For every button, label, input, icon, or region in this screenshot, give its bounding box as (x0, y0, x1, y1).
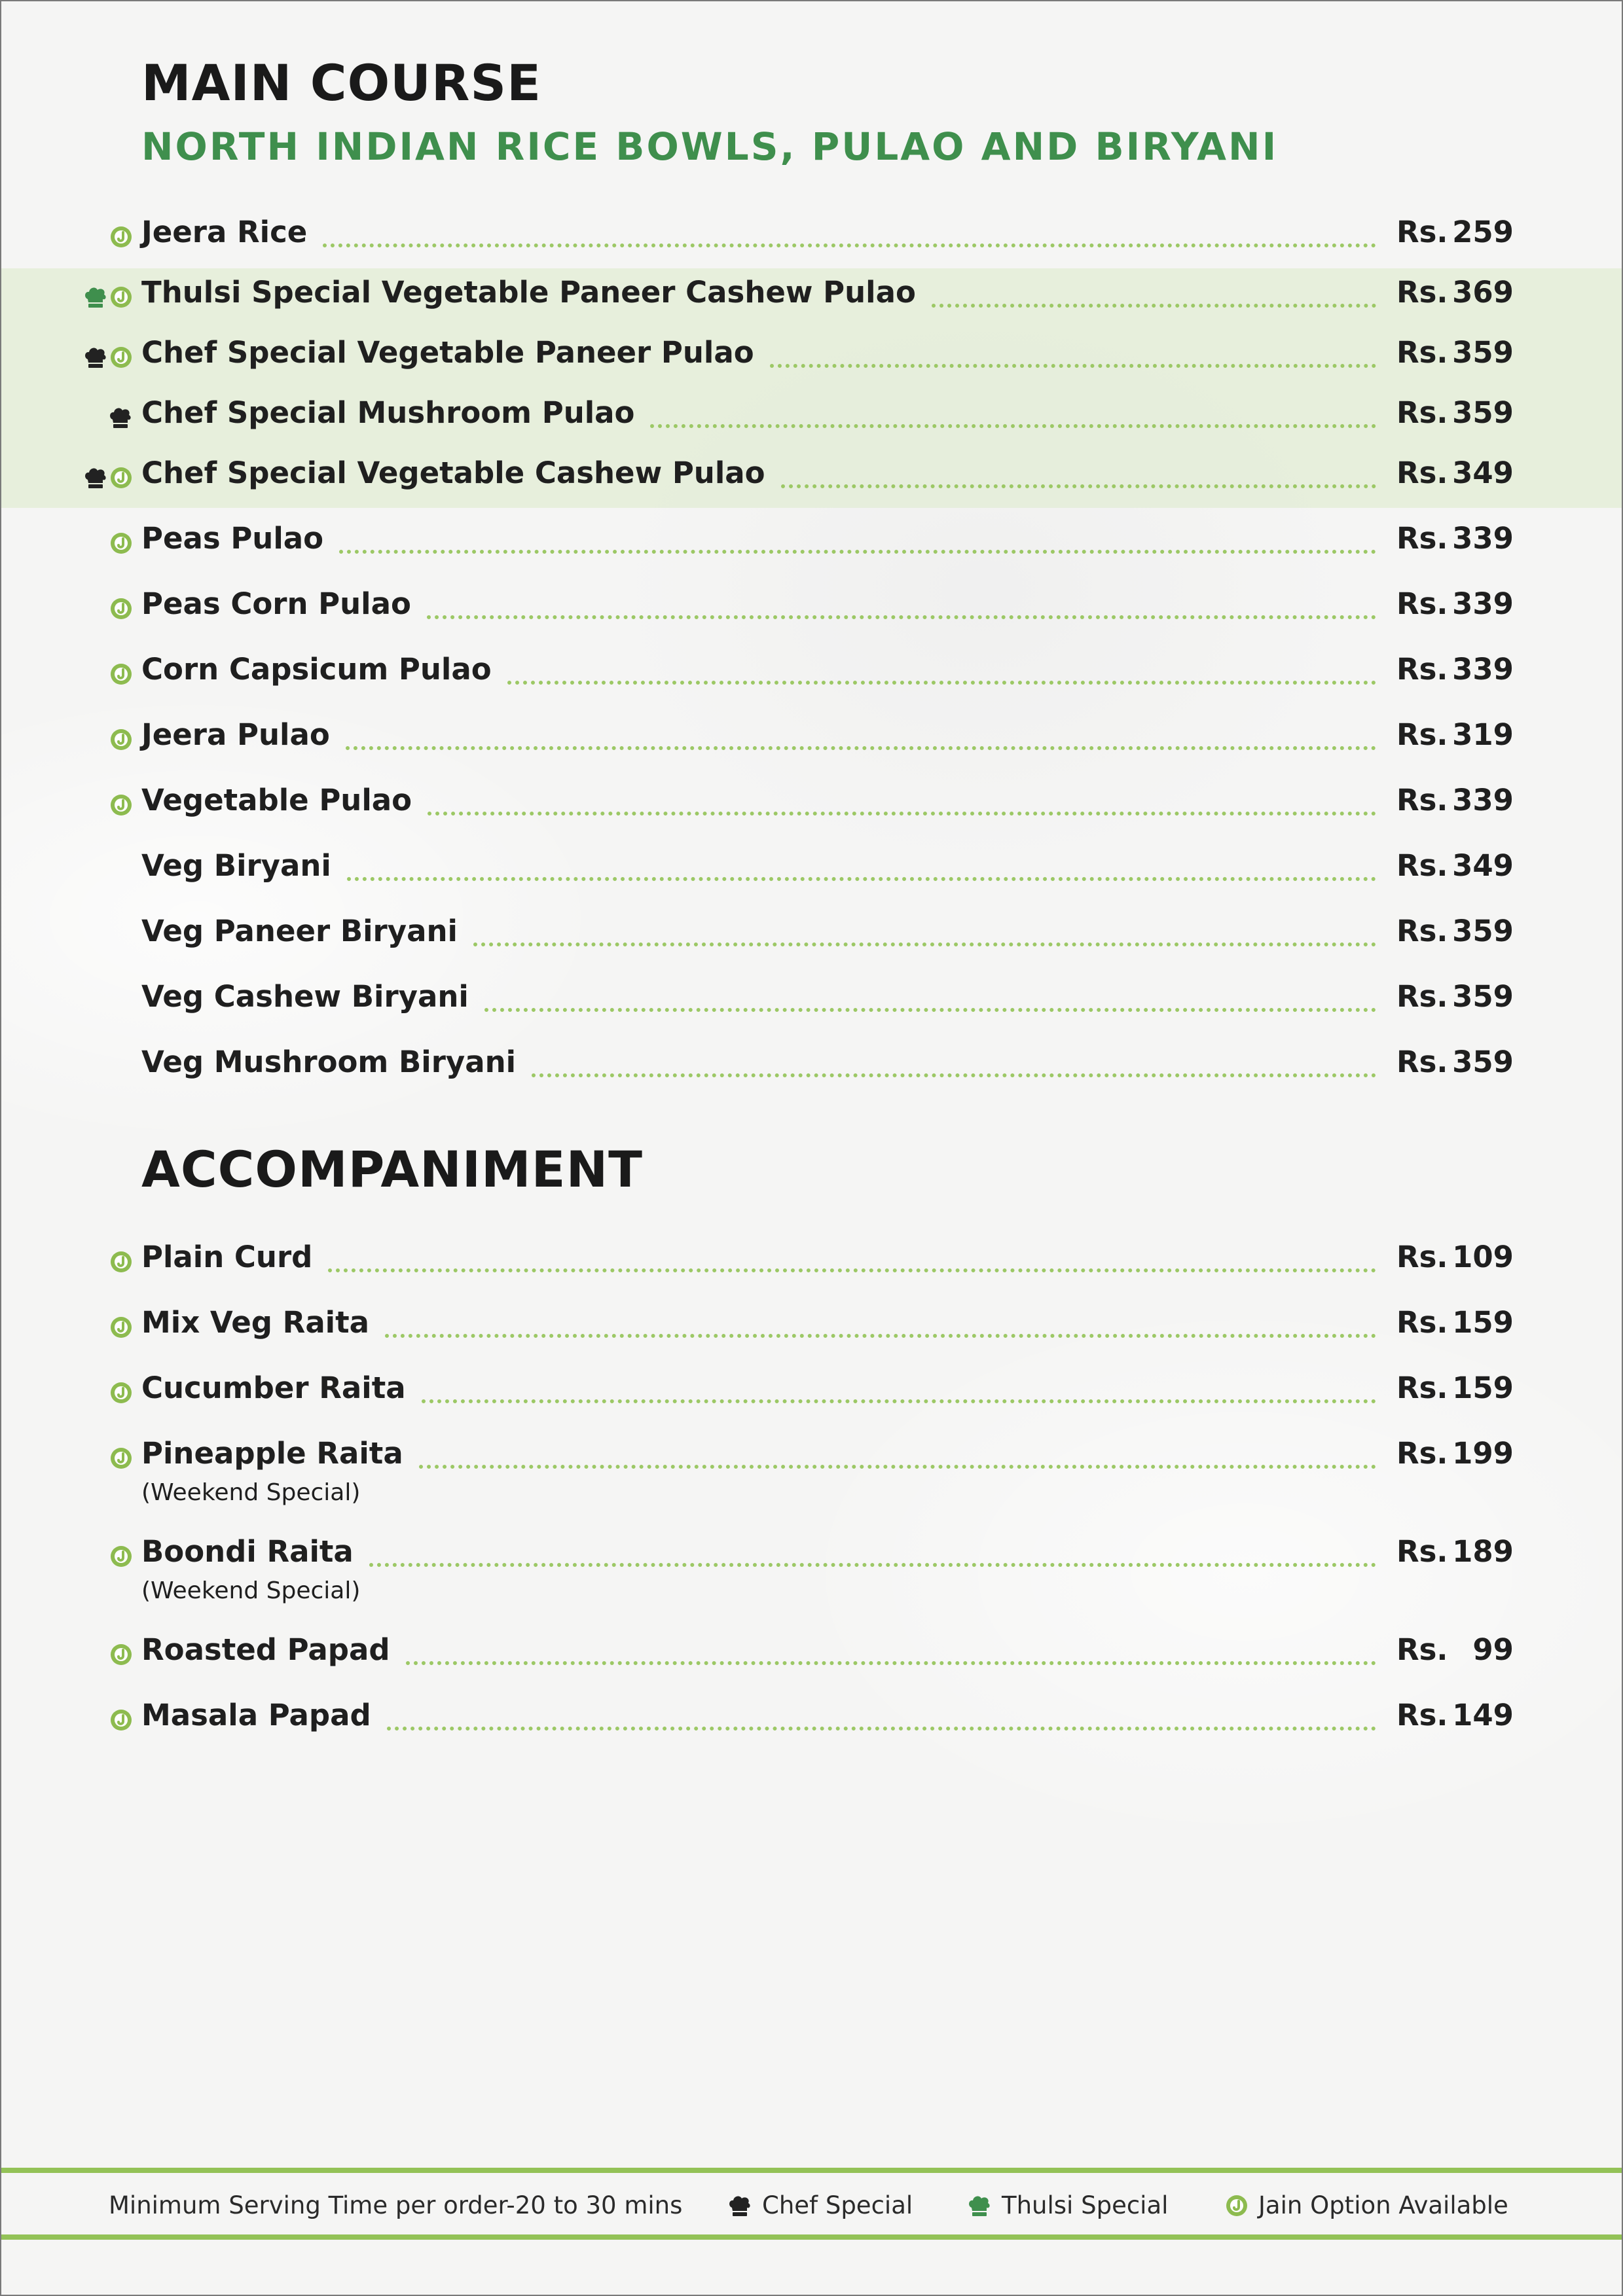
menu-item-currency: Rs. (1396, 848, 1448, 883)
dot-leader (347, 877, 1376, 881)
dot-leader (346, 746, 1376, 750)
jain-icon (110, 346, 132, 368)
menu-item-currency: Rs. (1396, 1305, 1448, 1340)
dot-leader (427, 615, 1376, 619)
menu-item-name (141, 1436, 415, 1471)
menu-item (0, 583, 1623, 635)
menu-item-currency: Rs. (1396, 652, 1448, 687)
menu-item-currency: Rs. (1396, 275, 1448, 310)
menu-item (0, 1236, 1623, 1288)
menu-item (0, 648, 1623, 700)
menu-item (0, 910, 1623, 962)
menu-item-name-text: Peas Corn Pulao (141, 586, 411, 621)
menu-item-name-text: Boondi Raita (141, 1534, 354, 1569)
menu-item-icons (110, 792, 132, 818)
menu-item-name-text: Jeera Rice (141, 215, 308, 249)
menu-item-price: 109 (1452, 1240, 1514, 1274)
menu-item-price: 359 (1452, 335, 1514, 370)
dot-leader (428, 812, 1376, 816)
dot-leader (369, 1563, 1376, 1567)
menu-item-price: 349 (1452, 848, 1514, 883)
menu-item-name-text: Peas Pulao (141, 521, 324, 556)
menu-item (0, 517, 1623, 569)
jain-icon (110, 1382, 132, 1404)
menu-item-currency: Rs. (1396, 1632, 1448, 1667)
jain-icon (110, 1251, 132, 1273)
menu-item-icons (84, 465, 132, 491)
menu-item (0, 1694, 1623, 1746)
menu-item (0, 713, 1623, 766)
menu-item-price: 359 (1452, 1045, 1514, 1079)
main-course-title: MAIN COURSE (141, 54, 542, 112)
menu-item-currency: Rs. (1396, 1240, 1448, 1274)
footer-legend (0, 2183, 1623, 2229)
menu-item-name-text: Mix Veg Raita (141, 1305, 369, 1340)
menu-item-currency: Rs. (1396, 979, 1448, 1014)
footer-top-rule (1, 2168, 1622, 2173)
menu-item-price: 259 (1452, 215, 1514, 249)
menu-item-currency: Rs. (1396, 717, 1448, 752)
menu-item-name-text: Plain Curd (141, 1240, 313, 1274)
menu-item-icons (110, 1380, 132, 1406)
menu-item-icons (110, 1445, 132, 1471)
menu-item-name (141, 1534, 365, 1569)
dot-leader (328, 1268, 1376, 1272)
menu-item (0, 975, 1623, 1028)
menu-item-price: 189 (1452, 1534, 1514, 1569)
menu-item-icons (110, 1707, 132, 1733)
menu-item-price: 99 (1472, 1632, 1514, 1667)
menu-item-name (141, 848, 343, 883)
dot-leader (532, 1073, 1376, 1077)
chef-hat-icon (109, 406, 132, 429)
menu-item-name-text: Cucumber Raita (141, 1371, 406, 1405)
legend-jain-option: Jain Option Available (1226, 2191, 1508, 2219)
menu-item-name (141, 275, 928, 310)
menu-item (0, 1041, 1623, 1093)
dot-leader (419, 1465, 1376, 1469)
jain-icon (110, 1643, 132, 1666)
menu-item-price: 199 (1452, 1436, 1514, 1471)
dot-leader (406, 1661, 1376, 1665)
jain-icon (110, 663, 132, 685)
menu-item (0, 271, 1623, 323)
menu-item (0, 1367, 1623, 1419)
menu-item-price: 369 (1452, 275, 1514, 310)
menu-item-icons (110, 530, 132, 556)
menu-item (0, 391, 1623, 444)
chef-hat-icon (84, 346, 107, 368)
chef-hat-icon (84, 467, 107, 489)
menu-item-price: 349 (1452, 456, 1514, 490)
menu-item-currency: Rs. (1396, 1371, 1448, 1405)
menu-item-icons (110, 1641, 132, 1668)
menu-item-price: 159 (1452, 1305, 1514, 1340)
menu-item-icons (109, 404, 132, 431)
menu-item-icons (110, 1543, 132, 1570)
menu-item-currency: Rs. (1396, 521, 1448, 556)
dot-leader (484, 1008, 1376, 1012)
menu-item (0, 779, 1623, 831)
menu-item-name (141, 395, 646, 430)
menu-item-name (141, 586, 423, 621)
footer-bottom-rule (1, 2234, 1622, 2240)
menu-item-icons (110, 661, 132, 687)
menu-item-name (141, 783, 424, 817)
menu-item-name (141, 1632, 402, 1667)
menu-item-currency: Rs. (1396, 1436, 1448, 1471)
menu-item-name (141, 1045, 528, 1079)
menu-item-icons (110, 1249, 132, 1275)
dot-leader (932, 304, 1376, 308)
menu-item-name (141, 1371, 418, 1405)
menu-item-name (141, 335, 766, 370)
menu-item-price: 339 (1452, 652, 1514, 687)
menu-item-price: 159 (1452, 1371, 1514, 1405)
menu-item (0, 331, 1623, 384)
menu-item-price: 359 (1452, 914, 1514, 948)
menu-item (0, 1301, 1623, 1354)
menu-item-name-text: Chef Special Vegetable Paneer Pulao (141, 335, 754, 370)
menu-item-currency: Rs. (1396, 914, 1448, 948)
serving-time-note: Minimum Serving Time per order-20 to 30 mins (109, 2191, 683, 2219)
menu-item-note: (Weekend Special) (141, 1479, 361, 1506)
menu-item-name (141, 979, 481, 1014)
menu-item-icons (84, 344, 132, 370)
menu-item-name-text: Veg Biryani (141, 848, 331, 883)
menu-item-price: 359 (1452, 979, 1514, 1014)
menu-item-icons (110, 1314, 132, 1340)
menu-item-currency: Rs. (1396, 215, 1448, 249)
jain-icon (110, 226, 132, 248)
jain-icon (110, 1545, 132, 1568)
jain-icon (110, 467, 132, 489)
chef-hat-icon (728, 2195, 752, 2217)
menu-item-price: 149 (1452, 1698, 1514, 1732)
menu-item (0, 1530, 1623, 1604)
menu-item-icons (110, 726, 132, 753)
menu-item-name (141, 1305, 381, 1340)
menu-item (0, 1432, 1623, 1506)
menu-item-name (141, 521, 335, 556)
menu-item-currency: Rs. (1396, 456, 1448, 490)
jain-icon (110, 1447, 132, 1469)
thulsi-special-icon (968, 2195, 991, 2217)
dot-leader (422, 1399, 1376, 1403)
dot-leader (387, 1727, 1376, 1731)
menu-item (0, 452, 1623, 504)
dot-leader (650, 424, 1376, 428)
jain-icon (1226, 2195, 1248, 2217)
menu-item-note: (Weekend Special) (141, 1577, 361, 1604)
menu-item-price: 319 (1452, 717, 1514, 752)
dot-leader (507, 681, 1376, 685)
jain-icon (110, 286, 132, 308)
dot-leader (473, 942, 1376, 946)
thulsi-special-icon (84, 286, 107, 308)
menu-item-name (141, 717, 342, 752)
menu-item-currency: Rs. (1396, 395, 1448, 430)
dot-leader (781, 484, 1376, 488)
menu-item-name (141, 215, 319, 249)
menu-item-name-text: Vegetable Pulao (141, 783, 412, 817)
menu-item-icons (110, 596, 132, 622)
menu-item-name (141, 652, 503, 687)
menu-item-icons (110, 224, 132, 250)
menu-item-name (141, 914, 469, 948)
menu-item-price: 339 (1452, 783, 1514, 817)
menu-item-currency: Rs. (1396, 783, 1448, 817)
menu-item-name-text: Roasted Papad (141, 1632, 390, 1667)
menu-item-name-text: Thulsi Special Vegetable Paneer Cashew Pulao (141, 275, 916, 310)
jain-icon (110, 1709, 132, 1731)
menu-item-name-text: Veg Paneer Biryani (141, 914, 458, 948)
menu-item-currency: Rs. (1396, 1534, 1448, 1569)
main-course-subtitle: NORTH INDIAN RICE BOWLS, PULAO AND BIRYANI (141, 124, 1279, 169)
menu-item-name-text: Pineapple Raita (141, 1436, 403, 1471)
accompaniment-title: ACCOMPANIMENT (141, 1140, 644, 1198)
menu-item-currency: Rs. (1396, 586, 1448, 621)
menu-item-name (141, 1240, 324, 1274)
dot-leader (339, 550, 1376, 554)
jain-icon (110, 1316, 132, 1338)
menu-item-name (141, 1698, 383, 1732)
menu-item-name-text: Veg Mushroom Biryani (141, 1045, 517, 1079)
dot-leader (385, 1334, 1376, 1338)
menu-item-name-text: Jeera Pulao (141, 717, 330, 752)
menu-item-name-text: Chef Special Mushroom Pulao (141, 395, 635, 430)
dot-leader (770, 364, 1376, 368)
jain-icon (110, 598, 132, 620)
menu-item (0, 211, 1623, 263)
menu-item-price: 359 (1452, 395, 1514, 430)
menu-item (0, 844, 1623, 897)
menu-item-name (141, 456, 777, 490)
menu-item-name-text: Masala Papad (141, 1698, 371, 1732)
menu-item-currency: Rs. (1396, 1698, 1448, 1732)
menu-item-currency: Rs. (1396, 1045, 1448, 1079)
menu-item (0, 1628, 1623, 1681)
jain-icon (110, 794, 132, 816)
jain-icon (110, 728, 132, 751)
menu-item-price: 339 (1452, 586, 1514, 621)
legend-thulsi-special: Thulsi Special (968, 2191, 1168, 2219)
legend-chef-special: Chef Special (728, 2191, 913, 2219)
jain-icon (110, 532, 132, 554)
menu-item-icons (84, 284, 132, 310)
dot-leader (323, 243, 1376, 247)
menu-item-price: 339 (1452, 521, 1514, 556)
menu-item-name-text: Chef Special Vegetable Cashew Pulao (141, 456, 765, 490)
menu-item-name-text: Corn Capsicum Pulao (141, 652, 492, 687)
menu-item-name-text: Veg Cashew Biryani (141, 979, 469, 1014)
menu-item-currency: Rs. (1396, 335, 1448, 370)
